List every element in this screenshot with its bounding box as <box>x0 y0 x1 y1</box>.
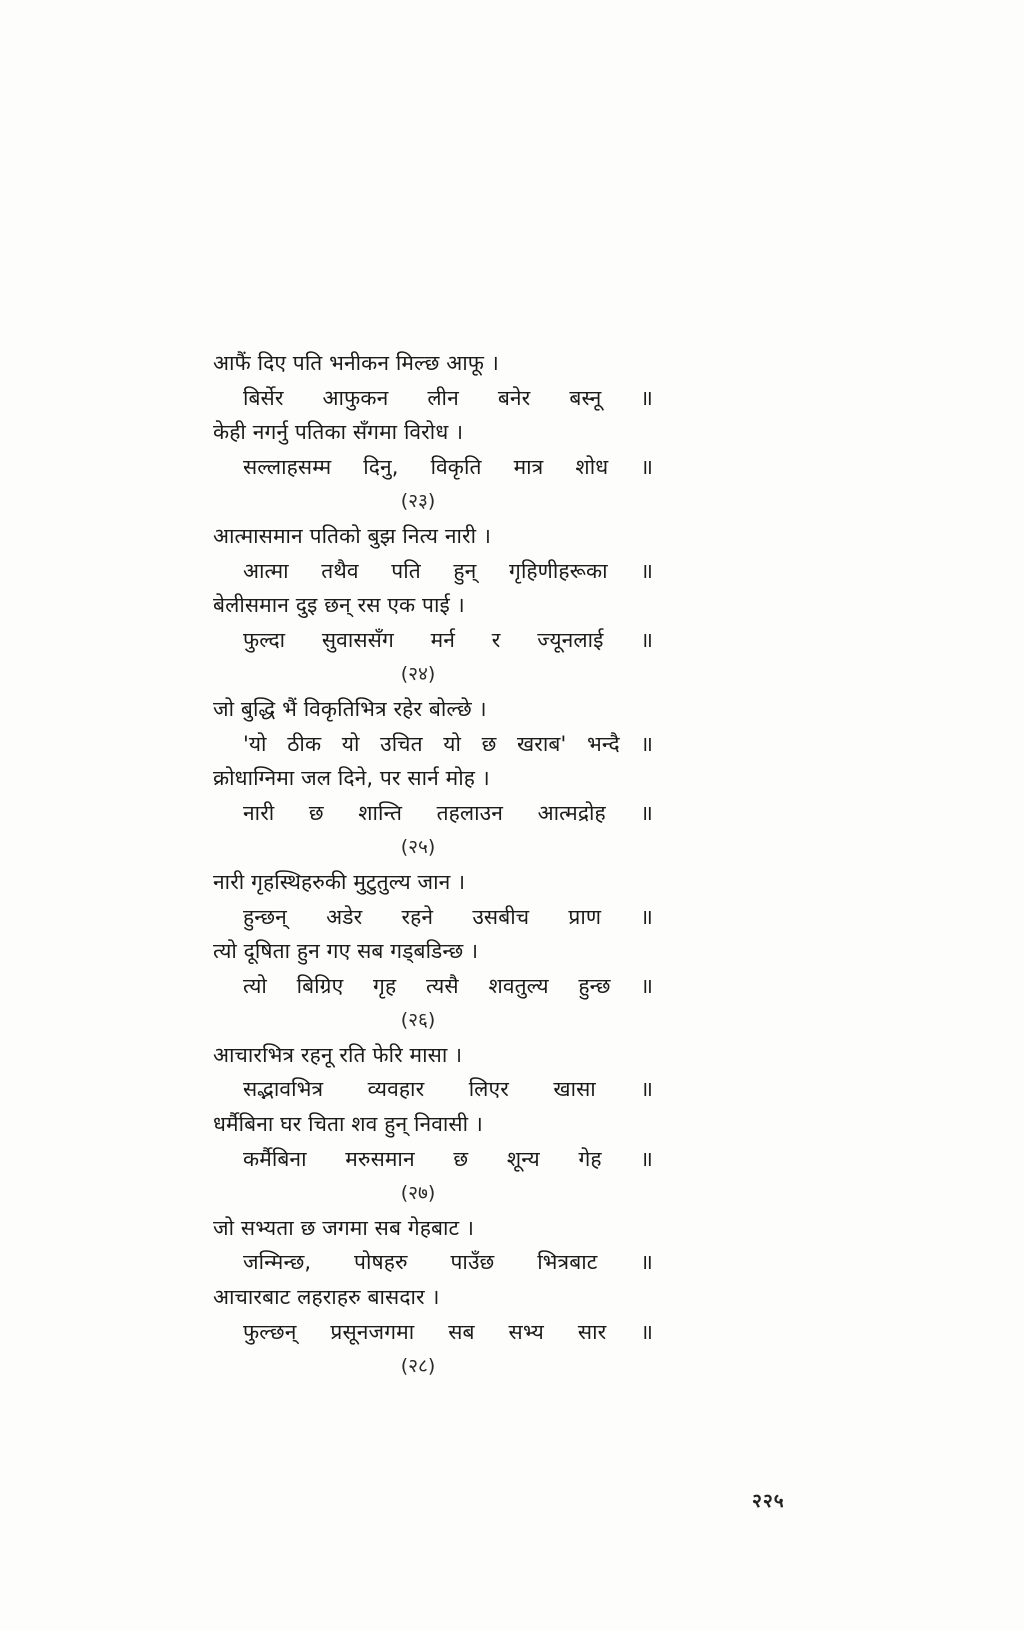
verse-line: सद्भावभित्र व्यवहार लिएर खासा ॥ <box>243 1077 653 1102</box>
verse-line: नारी छ शान्ति तहलाउन आत्मद्रोह ॥ <box>243 800 653 825</box>
verse-number: (२५) <box>400 836 436 859</box>
verse-line: आत्मा तथैव पति हुन् गृहिणीहरूका ॥ <box>243 558 653 583</box>
verse-number: (२६) <box>400 1009 436 1032</box>
stanza-26 <box>213 865 663 1038</box>
verse-line: आफैं दिए पति भनीकन मिल्छ आफू । <box>213 351 499 375</box>
verse-line: क्रोधाग्निमा जल दिने, पर सार्न मोह । <box>213 766 490 791</box>
verse-line: आचारभित्र रहनू रति फेरि मासा । <box>213 1042 463 1067</box>
verse-line: धर्मैबिना घर चिता शव हुन् निवासी । <box>213 1112 483 1137</box>
stanza-25 <box>213 692 663 865</box>
stanza-23 <box>213 346 663 519</box>
verse-number: (२७) <box>400 1182 436 1205</box>
verse-line: सल्लाहसम्म दिनु, विकृति मात्र शोध ॥ <box>243 454 653 479</box>
verse-line: त्यो बिग्रिए गृह त्यसै शवतुल्य हुन्छ ॥ <box>243 973 653 998</box>
verse-line: बेलीसमान दुइ छन् रस एक पाई । <box>213 593 465 618</box>
verse-line: आत्मासमान पतिको बुझ नित्य नारी । <box>213 523 491 548</box>
verse-line: नारी गृहस्थिहरुकी मुटुतुल्य जान । <box>213 869 466 894</box>
verse-line: हुन्छन् अडेर रहने उसबीच प्राण ॥ <box>243 904 653 929</box>
verse-line: जन्मिन्छ, पोषहरु पाउँछ भित्रबाट ॥ <box>243 1250 653 1275</box>
stanza-28 <box>213 1211 663 1384</box>
verse-line: त्यो दूषिता हुन गए सब गड्बडिन्छ । <box>213 939 479 964</box>
verse-line: जो सभ्यता छ जगमा सब गेहबाट । <box>213 1215 475 1240</box>
stanza-27 <box>213 1038 663 1211</box>
verse-line: बिर्सेर आफुकन लीन बनेर बस्नू ॥ <box>243 385 653 410</box>
verse-line: 'यो ठीक यो उचित यो छ खराब' भन्दै ॥ <box>243 731 653 756</box>
verse-line: आचारबाट लहराहरु बासदार । <box>213 1285 440 1310</box>
verse-line: फुल्छन् प्रसूनजगमा सब सभ्य सार ॥ <box>243 1319 653 1344</box>
page-number: २२५ <box>752 1490 785 1512</box>
verse-number: (२३) <box>400 490 436 513</box>
verse-line: कर्मैबिना मरुसमान छ शून्य गेह ॥ <box>243 1146 653 1171</box>
verse-line: केही नगर्नु पतिका सँगमा विरोध । <box>213 420 464 445</box>
verse-line: फुल्दा सुवाससँग मर्न र ज्यूनलाई ॥ <box>243 627 653 652</box>
poem-body <box>213 346 663 1384</box>
verse-number: (२४) <box>400 663 436 686</box>
verse-number: (२८) <box>400 1355 436 1378</box>
verse-line: जो बुद्धि भैं विकृतिभित्र रहेर बोल्छे । <box>213 696 487 721</box>
stanza-24 <box>213 519 663 692</box>
